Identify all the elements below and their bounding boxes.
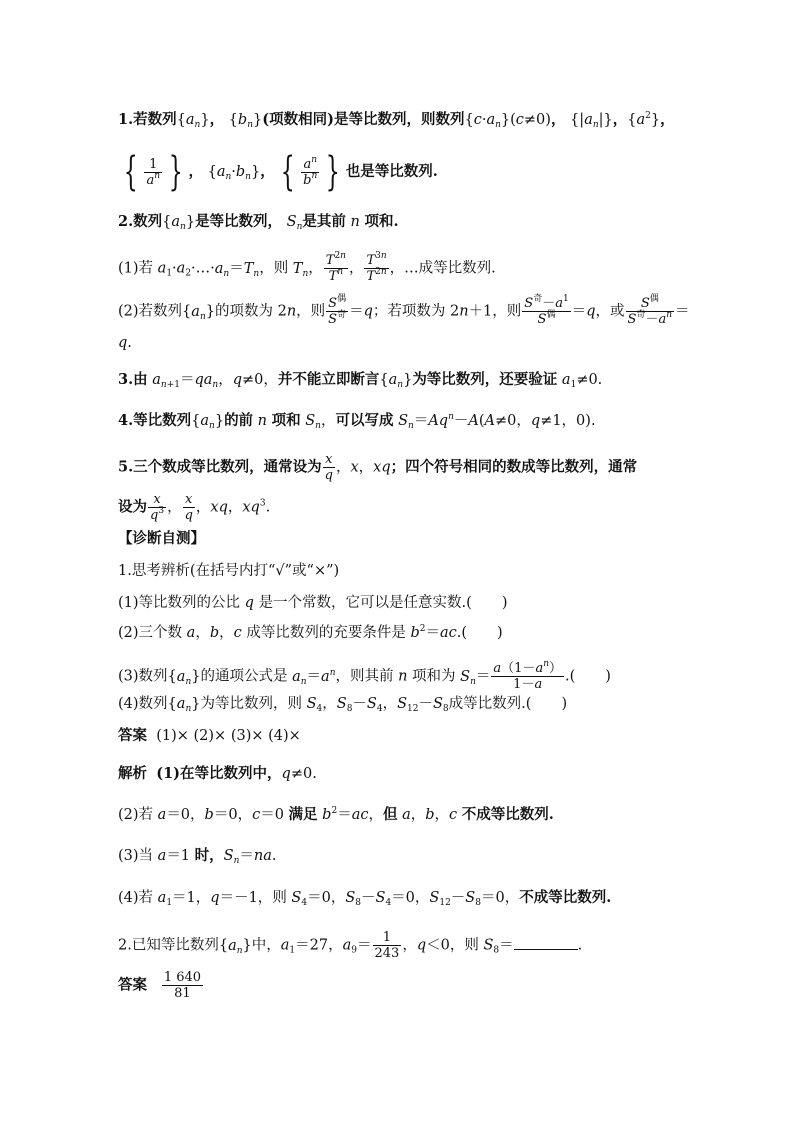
p2-1-line: (1)若 $a_1\cdot a_2\cdot\dots\cdot a_n=T_n$，则 $T_n$， $\frac{T^{2n}}{T^n}$ ， $\frac{T^{3n}}{T^{2n}}$ ，…成等比数列. [118, 251, 496, 284]
q1-analysis-4: (4)若 $a_1=1$，q＝－1，则 $S_4=0$，$S_8-S_4=0$，$S_{12}-S_8=0$，不成等比数列. [118, 889, 612, 908]
p4-line: 4.等比数列$\{a_n\}$的前 n 项和 $S_n$，可以写成 $S_n=Aq^n-A(A\ne 0$，q≠1，0). [118, 412, 596, 431]
q1-answer: 答案 (1)× (2)× (3)× (4)× [118, 727, 301, 744]
p1-line2: { $\frac{1}{a^n}$ } ， $\{a_n\cdot b_n\}$， { $\frac{a^n}{b^n}$ } 也是等比数列. [123, 149, 438, 195]
p5-line2: 设为 $\frac{x}{q^3}$ ， $\frac{x}{q}$ ，xq，$xq^3$. [118, 492, 271, 523]
q2-answer: 答案 $\frac{1 640}{81}$ [118, 970, 202, 1001]
q1-analysis-1: 解析 (1)在等比数列中，q≠0. [118, 765, 317, 782]
section-title: 【诊断自测】 [118, 530, 205, 547]
q1-s2: (2)三个数 a，b，c 成等比数列的充要条件是 $b^2=ac$.( ) [118, 624, 503, 641]
q1-analysis-2: (2)若 a＝0，b＝0，c＝0 满足 $b^2=ac$，但 a，b，c 不成等比数列. [118, 806, 554, 823]
q1-title: 1.思考辨析(在括号内打“√”或“×”) [118, 563, 340, 579]
answer-blank[interactable] [514, 937, 578, 950]
p2-2-cont: q. [118, 335, 132, 351]
p3-line: 3.由 $a_{n+1}=qa_n$，q≠0，并不能立即断言$\{a_n\}$为等比数列，还要验证 $a_1\ne 0$. [118, 371, 603, 390]
q1-s1: (1)等比数列的公比 q 是一个常数，它可以是任意实数.( ) [118, 595, 508, 611]
p1-line1: 1.若数列$\{a_n\}$， $\{b_n\}$(项数相同)是等比数列，则数列$\{c\cdot a_n\}(c\ne 0)$， $\{|a_n|\}$，$\{a^2\}$， [118, 111, 675, 130]
p5-line1: 5.三个数成等比数列，通常设为 $\frac{x}{q}$ ，x，xq；四个符号相同的数成等比数列，通常 [118, 452, 638, 483]
q2-line: 2.已知等比数列$\{a_n\}$中，$a_1=27$，$a_9=$ $\frac{1}{243}$ ，q＜0，则 $S_8=$ . [118, 930, 583, 961]
p2-line: 2.数列$\{a_n\}$是等比数列， $S_n$是其前 n 项和. [118, 213, 399, 232]
q1-analysis-3: (3)当 a＝1 时，$S_n=na$. [118, 847, 277, 866]
q1-s4: (4)数列$\{a_n\}$为等比数列，则 $S_4$，$S_8-S_4$，$S_{12}-S_8$成等比数列.( ) [118, 696, 568, 714]
q1-s3: (3)数列$\{a_n\}$的通项公式是 $a_n=a^n$，则其前 n 项和为 $S_n=$ $\frac{a(1-a^n)}{1-a}$ .( ) [118, 659, 611, 692]
p2-2-line: (2)若数列$\{a_n\}$的项数为 2n，则 $\frac{S^偶}{S^奇}$ ＝q；若项数为 2n＋1，则 $\frac{S^奇-a^1}{S^偶}$ ＝q，或 $\frac{S^偶}{S^奇-a^n}$ ＝ [118, 294, 690, 327]
